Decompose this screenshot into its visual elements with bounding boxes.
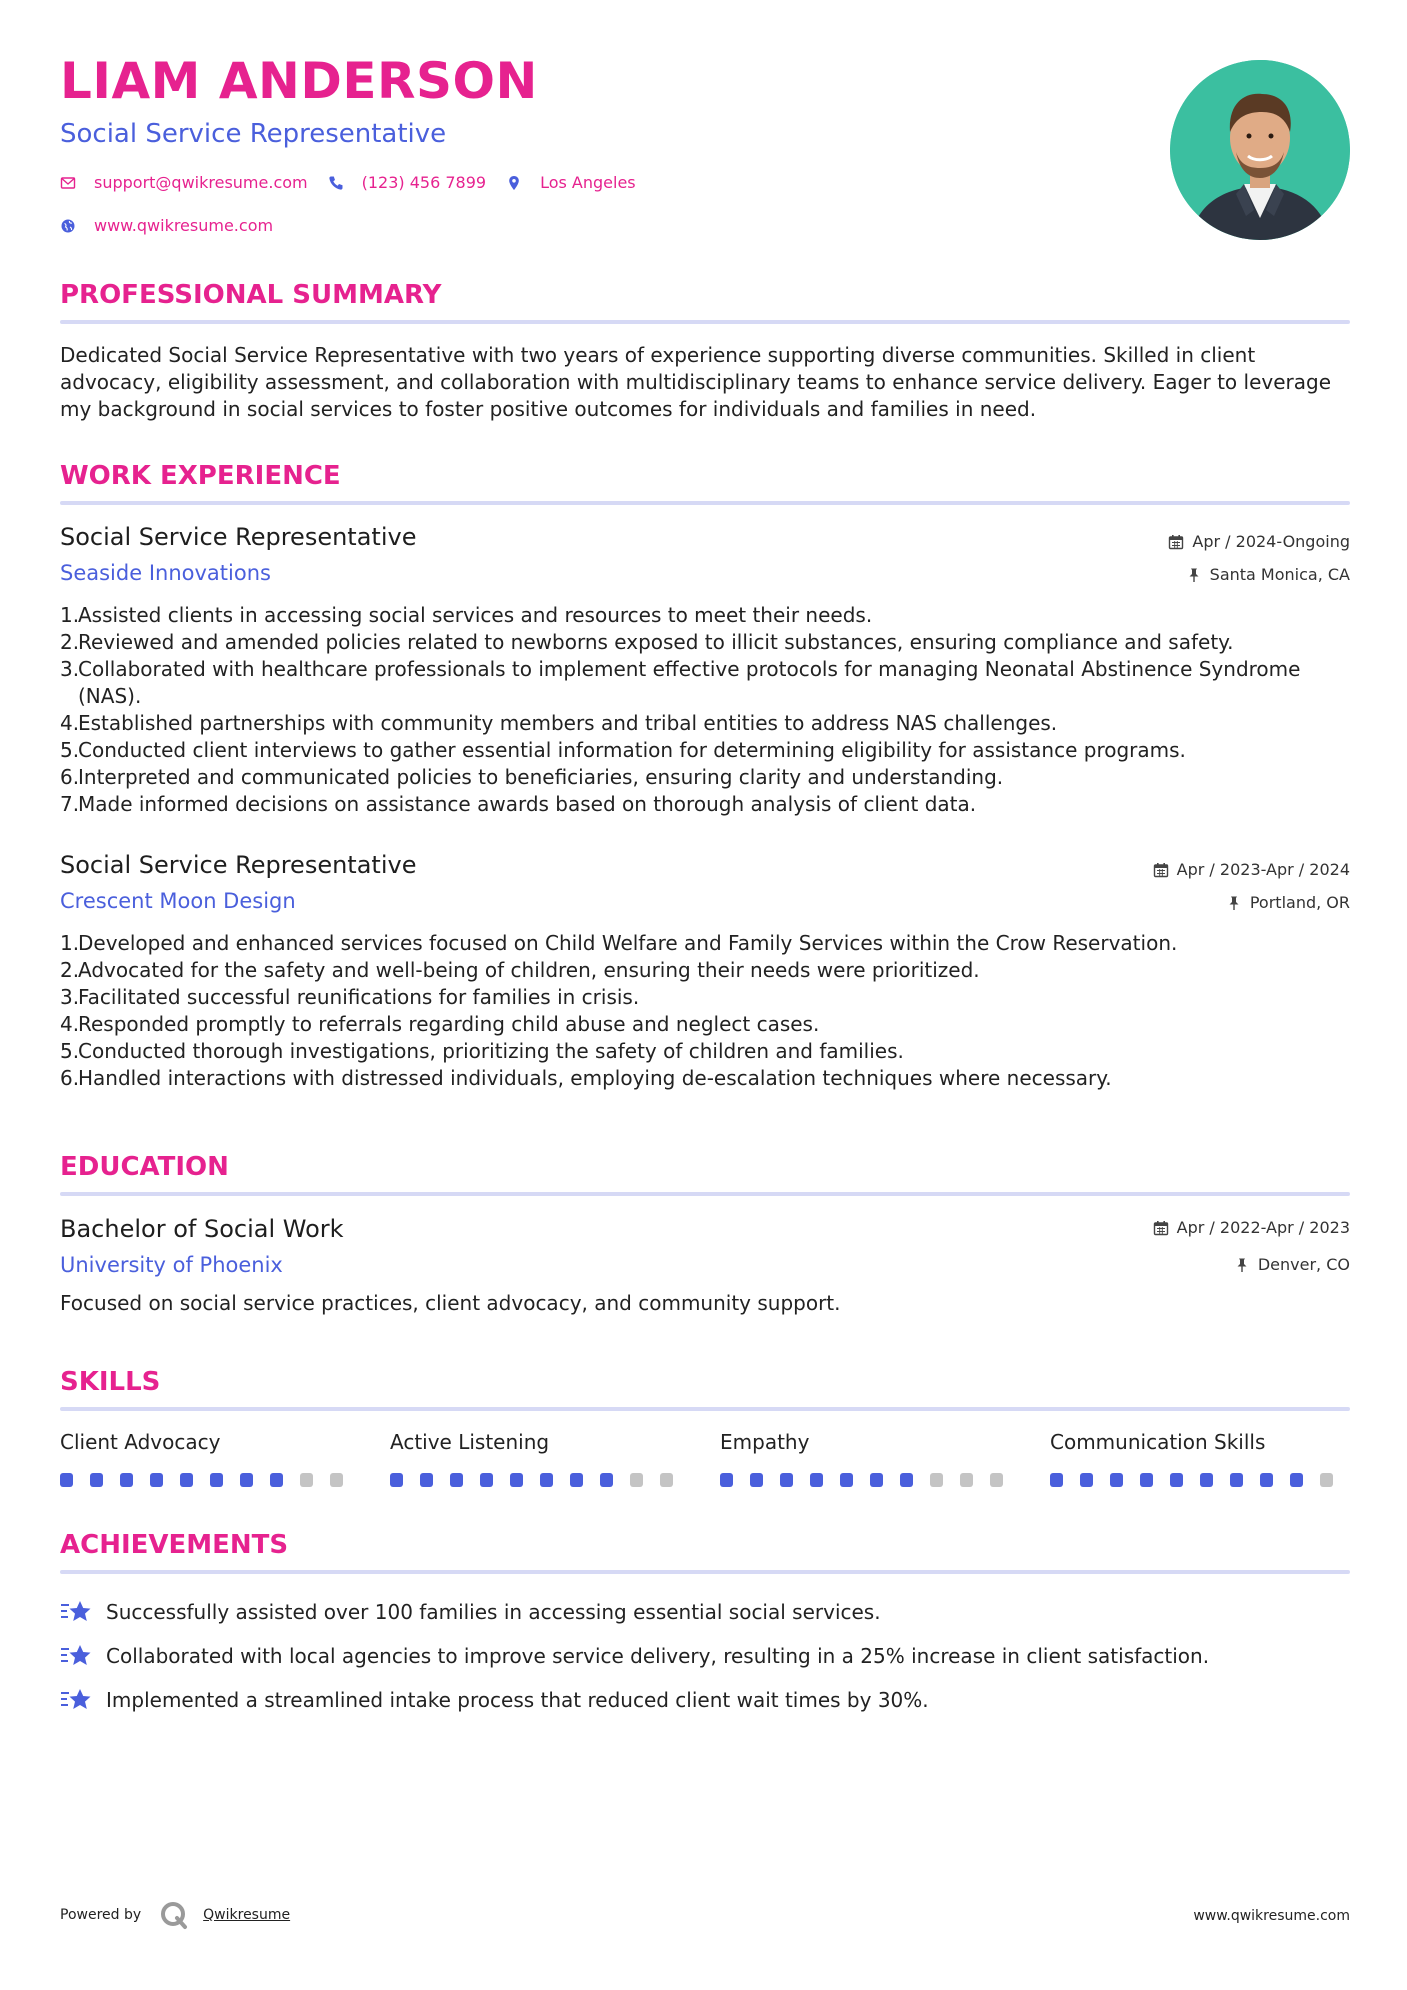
candidate-role: Social Service Representative bbox=[60, 119, 447, 149]
rating-dot-filled bbox=[210, 1473, 223, 1487]
rating-dot-filled bbox=[150, 1473, 163, 1487]
list-item: 2. Advocated for the safety and well-being of children, ensuring their needs were prioritized. bbox=[60, 958, 980, 982]
list-item: 2. Reviewed and amended policies related to newborns exposed to illicit substances, ensuring compliance and safety. bbox=[60, 630, 1234, 654]
contact-row bbox=[60, 175, 656, 191]
location-text: Portland, OR bbox=[1249, 893, 1350, 912]
company-name: Seaside Innovations bbox=[60, 561, 271, 585]
rating-dot-filled bbox=[600, 1473, 613, 1487]
rating-dot-empty bbox=[1320, 1473, 1333, 1487]
contact-row-2 bbox=[60, 218, 293, 234]
skill-item bbox=[720, 1430, 1020, 1487]
envelope-icon bbox=[60, 175, 76, 191]
rating-dot-empty bbox=[960, 1473, 973, 1487]
map-pin-icon bbox=[506, 175, 522, 191]
list-item: 5. Conducted client interviews to gather essential information for determining eligibility for assistance programs. bbox=[60, 738, 1186, 762]
list-item: 6. Interpreted and communicated policies to beneficiaries, ensuring clarity and understanding. bbox=[60, 765, 1004, 789]
rating-dot-filled bbox=[780, 1473, 793, 1487]
rating-dot-empty bbox=[330, 1473, 343, 1487]
degree-title: Bachelor of Social Work bbox=[60, 1215, 344, 1243]
education-dates bbox=[1153, 1220, 1350, 1236]
rating-dot-filled bbox=[60, 1473, 73, 1487]
skill-name: Communication Skills bbox=[1050, 1430, 1266, 1454]
pushpin-icon bbox=[1226, 895, 1242, 911]
job-title: Social Service Representative bbox=[60, 851, 417, 879]
skill-name: Active Listening bbox=[390, 1430, 550, 1454]
rating-dot-filled bbox=[1080, 1473, 1093, 1487]
rating-dot-filled bbox=[570, 1473, 583, 1487]
rating-dot-filled bbox=[840, 1473, 853, 1487]
rating-dot-empty bbox=[990, 1473, 1003, 1487]
list-item: 6. Handled interactions with distressed individuals, employing de-escalation techniques where necessary. bbox=[60, 1066, 1112, 1090]
section-title-summary: PROFESSIONAL SUMMARY bbox=[60, 280, 442, 310]
rating-dot-filled bbox=[540, 1473, 553, 1487]
list-item: 3. Facilitated successful reunifications for families in crisis. bbox=[60, 985, 640, 1009]
rating-dot-filled bbox=[90, 1473, 103, 1487]
education-description: Focused on social service practices, client advocacy, and community support. bbox=[60, 1291, 841, 1315]
section-title-education: EDUCATION bbox=[60, 1152, 229, 1182]
list-item: 1. Assisted clients in accessing social services and resources to meet their needs. bbox=[60, 603, 873, 627]
company-name: Crescent Moon Design bbox=[60, 889, 296, 913]
rating-dot-filled bbox=[1260, 1473, 1273, 1487]
job-location bbox=[1226, 895, 1350, 911]
rating-dot-filled bbox=[1230, 1473, 1243, 1487]
section-divider bbox=[60, 1192, 1350, 1196]
rating-dot-empty bbox=[660, 1473, 673, 1487]
brand-link[interactable]: Qwikresume bbox=[203, 1907, 291, 1923]
section-divider bbox=[60, 320, 1350, 324]
contact-email[interactable] bbox=[60, 175, 308, 191]
job-title: Social Service Representative bbox=[60, 523, 417, 551]
phone-icon bbox=[328, 175, 344, 191]
job-bullets bbox=[60, 930, 1350, 1092]
rating-dot-filled bbox=[1050, 1473, 1063, 1487]
job-location bbox=[1186, 567, 1350, 583]
section-title-skills: SKILLS bbox=[60, 1367, 161, 1397]
rating-dot-filled bbox=[480, 1473, 493, 1487]
location-text: Los Angeles bbox=[540, 173, 636, 192]
section-divider bbox=[60, 1570, 1350, 1574]
candidate-name: LIAM ANDERSON bbox=[60, 52, 538, 110]
pushpin-icon bbox=[1186, 567, 1202, 583]
contact-location bbox=[506, 175, 636, 191]
rating-dot-filled bbox=[900, 1473, 913, 1487]
star-icon bbox=[60, 1686, 94, 1714]
rating-dot-filled bbox=[1140, 1473, 1153, 1487]
section-divider bbox=[60, 1407, 1350, 1411]
dates-text: Apr / 2024-Ongoing bbox=[1192, 532, 1350, 551]
calendar-icon bbox=[1153, 862, 1169, 878]
rating-dot-filled bbox=[270, 1473, 283, 1487]
rating-dot-filled bbox=[1170, 1473, 1183, 1487]
skill-rating bbox=[720, 1473, 1020, 1487]
calendar-icon bbox=[1153, 1220, 1169, 1236]
list-item: 4. Responded promptly to referrals regarding child abuse and neglect cases. bbox=[60, 1012, 820, 1036]
calendar-icon bbox=[1168, 534, 1184, 550]
section-divider bbox=[60, 501, 1350, 505]
job-bullets bbox=[60, 602, 1350, 818]
achievement-list bbox=[60, 1590, 1350, 1722]
skill-item bbox=[390, 1430, 690, 1487]
rating-dot-filled bbox=[240, 1473, 253, 1487]
achievement-item: Successfully assisted over 100 families in accessing essential social services. bbox=[60, 1590, 1350, 1634]
qwikresume-logo-icon bbox=[159, 1900, 189, 1930]
school-name: University of Phoenix bbox=[60, 1253, 283, 1277]
rating-dot-filled bbox=[750, 1473, 763, 1487]
skill-rating bbox=[1050, 1473, 1350, 1487]
rating-dot-empty bbox=[300, 1473, 313, 1487]
footer-website[interactable]: www.qwikresume.com bbox=[1193, 1908, 1350, 1924]
skill-item bbox=[1050, 1430, 1350, 1487]
dates-text: Apr / 2022-Apr / 2023 bbox=[1176, 1218, 1350, 1237]
star-icon bbox=[60, 1642, 94, 1670]
rating-dot-filled bbox=[390, 1473, 403, 1487]
contact-phone[interactable] bbox=[328, 175, 486, 191]
list-item: 5. Conducted thorough investigations, prioritizing the safety of children and families. bbox=[60, 1039, 904, 1063]
rating-dot-empty bbox=[930, 1473, 943, 1487]
contact-website[interactable] bbox=[60, 218, 273, 234]
job-dates bbox=[1153, 862, 1350, 878]
resume-page bbox=[60, 0, 1350, 1990]
pushpin-icon bbox=[1234, 1257, 1250, 1273]
globe-icon bbox=[60, 218, 76, 234]
rating-dot-filled bbox=[450, 1473, 463, 1487]
skill-name: Empathy bbox=[720, 1430, 810, 1454]
rating-dot-filled bbox=[510, 1473, 523, 1487]
section-title-experience: WORK EXPERIENCE bbox=[60, 461, 341, 491]
rating-dot-filled bbox=[870, 1473, 883, 1487]
portrait-illustration bbox=[1170, 60, 1350, 240]
rating-dot-filled bbox=[720, 1473, 733, 1487]
list-item: 3. Collaborated with healthcare professionals to implement effective protocols for managing Neonatal Abstinence Syndrome (NAS). bbox=[60, 657, 1301, 708]
email-text: support@qwikresume.com bbox=[94, 173, 308, 192]
skill-rating bbox=[60, 1473, 360, 1487]
section-title-achievements: ACHIEVEMENTS bbox=[60, 1530, 289, 1560]
location-text: Denver, CO bbox=[1257, 1255, 1350, 1274]
job-dates bbox=[1168, 534, 1350, 550]
powered-by-text: Powered by bbox=[60, 1907, 142, 1923]
rating-dot-filled bbox=[1200, 1473, 1213, 1487]
profile-photo bbox=[1170, 60, 1350, 240]
list-item: 4. Established partnerships with community members and tribal entities to address NAS challenges. bbox=[60, 711, 1058, 735]
star-icon bbox=[60, 1598, 94, 1626]
website-text: www.qwikresume.com bbox=[94, 216, 274, 235]
education-location bbox=[1234, 1257, 1350, 1273]
rating-dot-filled bbox=[810, 1473, 823, 1487]
list-item: 1. Developed and enhanced services focused on Child Welfare and Family Services within the Crow Reservation. bbox=[60, 931, 1178, 955]
rating-dot-filled bbox=[420, 1473, 433, 1487]
footer-powered-by bbox=[60, 1900, 290, 1930]
rating-dot-filled bbox=[120, 1473, 133, 1487]
skill-item bbox=[60, 1430, 360, 1487]
list-item: 7. Made informed decisions on assistance awards based on thorough analysis of client data. bbox=[60, 792, 977, 816]
achievement-item: Collaborated with local agencies to improve service delivery, resulting in a 25% increase in client satisfaction. bbox=[60, 1634, 1350, 1678]
rating-dot-empty bbox=[630, 1473, 643, 1487]
summary-text: Dedicated Social Service Representative with two years of experience supporting diverse communities. Skilled in client advocacy, eligibility assessment, and collaboration with multidisciplinary teams to enhance service delivery. Eager to leverage my background in social services to foster positive outcomes for individuals and families in need. bbox=[60, 343, 1332, 421]
rating-dot-filled bbox=[1290, 1473, 1303, 1487]
skill-name: Client Advocacy bbox=[60, 1430, 221, 1454]
skill-rating bbox=[390, 1473, 690, 1487]
phone-text: (123) 456 7899 bbox=[361, 173, 487, 192]
rating-dot-filled bbox=[1110, 1473, 1123, 1487]
dates-text: Apr / 2023-Apr / 2024 bbox=[1176, 860, 1350, 879]
rating-dot-filled bbox=[180, 1473, 193, 1487]
location-text: Santa Monica, CA bbox=[1209, 565, 1350, 584]
achievement-item: Implemented a streamlined intake process that reduced client wait times by 30%. bbox=[60, 1678, 1350, 1722]
